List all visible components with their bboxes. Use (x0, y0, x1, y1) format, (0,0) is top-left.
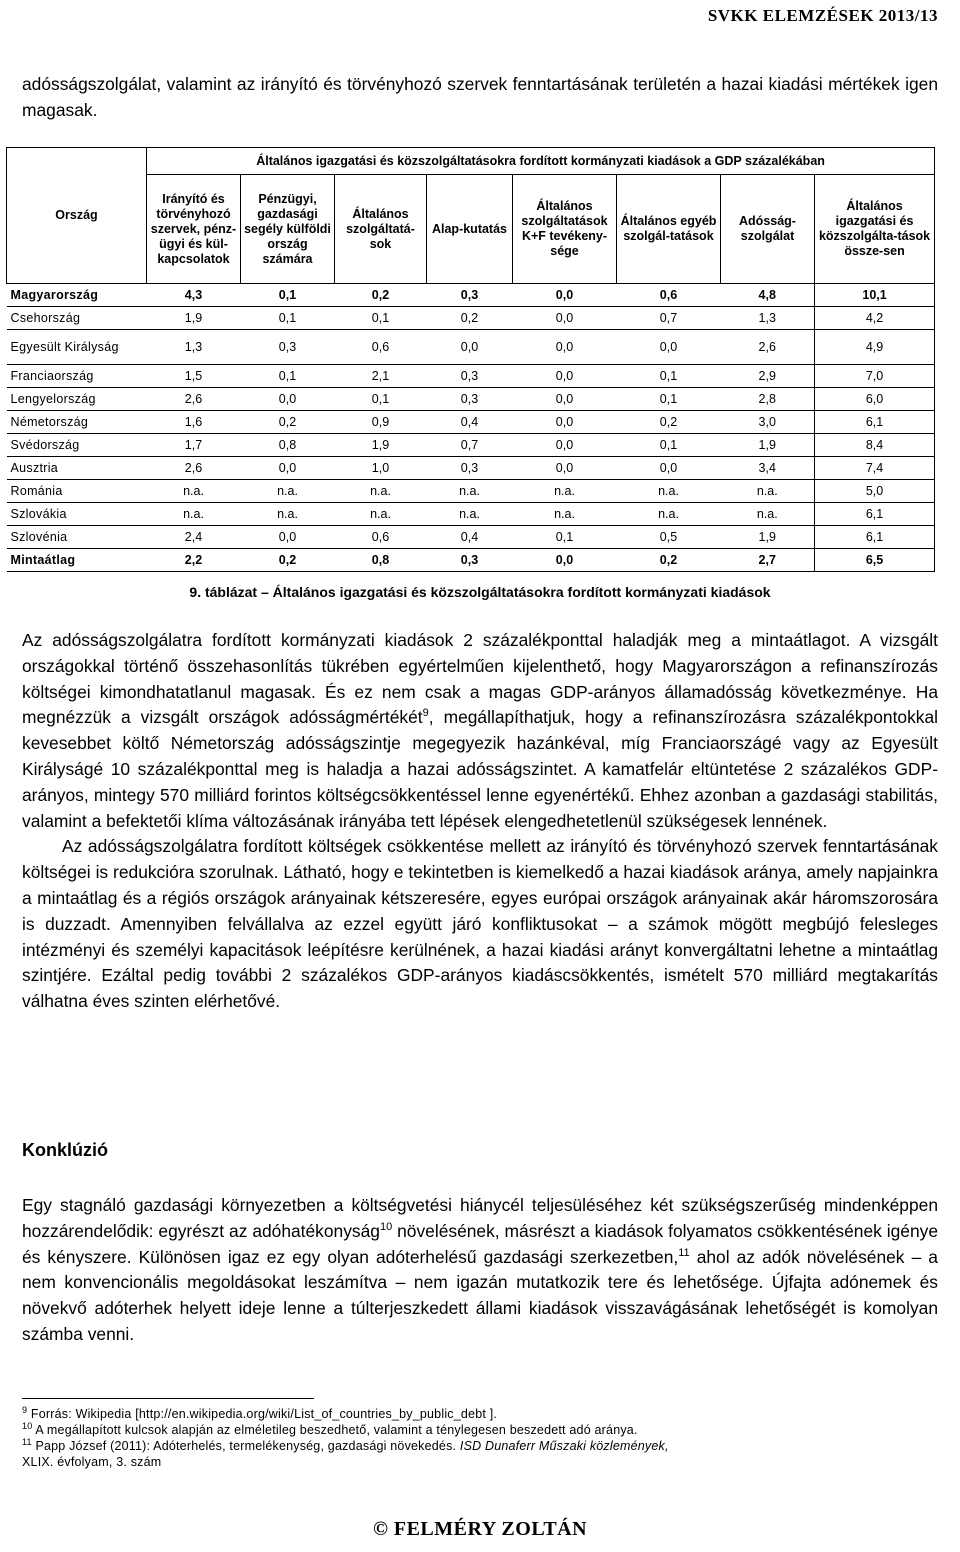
value-cell: 0,0 (513, 549, 617, 572)
value-cell: 6,1 (815, 503, 935, 526)
value-cell: 8,4 (815, 434, 935, 457)
value-cell: 0,7 (617, 307, 721, 330)
country-cell: Németország (7, 411, 147, 434)
body-text-1 (22, 628, 938, 1015)
conclusion-part-1: Egy stagnáló gazdasági környezetben a költségvetési hiánycél teljesüléséhez két szükségszerűség mindenképpen hozzárendelődik: egyrészt az adóhatékonyság (22, 1195, 938, 1241)
table-row (7, 330, 935, 365)
table-row (7, 388, 935, 411)
conclusion-paragraph (22, 1193, 938, 1348)
value-cell: 4,8 (721, 284, 815, 307)
table-body (7, 284, 935, 572)
value-cell: 0,0 (617, 457, 721, 480)
footnote-source-italic: ISD Dunaferr Műszaki közlemények, (459, 1439, 669, 1453)
country-cell: Csehország (7, 307, 147, 330)
value-cell: 0,4 (427, 526, 513, 549)
value-cell: 0,0 (241, 526, 335, 549)
value-cell: 6,1 (815, 411, 935, 434)
footnote-text-line2: XLIX. évfolyam, 3. szám (22, 1455, 162, 1469)
footnote-10 (22, 1422, 938, 1438)
table-row (7, 365, 935, 388)
table-row (7, 503, 935, 526)
footnote-number: 10 (22, 1421, 33, 1431)
value-cell: n.a. (427, 503, 513, 526)
value-cell: 0,0 (513, 388, 617, 411)
value-cell: 6,5 (815, 549, 935, 572)
value-cell: 2,8 (721, 388, 815, 411)
value-cell: 0,0 (513, 365, 617, 388)
value-cell: n.a. (427, 480, 513, 503)
country-cell: Szlovénia (7, 526, 147, 549)
footnote-text: Papp József (2011): Adóterhelés, termelékenység, gazdasági növekedés. (35, 1439, 457, 1453)
country-cell: Franciaország (7, 365, 147, 388)
page-footer: © FELMÉRY ZOLTÁN (372, 1518, 588, 1540)
body-paragraph-1-part-b: , megállapíthatjuk, hogy a refinanszírozásra százalékpontokkal kevesebbet költő Németország adósságszintje megegyezik hazánkéval, míg Franciaországé vagy az Egyesült Királyságé 10 százalékponttal meg is haladja a hazai adósságszintet. A kamatfelár eltüntetése 2 százalékos GDP-arányos, mintegy 570 milliárd forintos költségcsökkentéssel lenne egyenértékű. Ehhez azonban a gazdasági stabilitás, valamint a befektetői klíma változásának irányába tett lépések elengedhetetlenül szükségesek lennének. (22, 707, 938, 831)
value-cell: 2,6 (721, 330, 815, 365)
value-cell: 1,5 (147, 365, 241, 388)
column-header: Irányító és törvényhozó szervek, pénz-ügyi és kül-kapcsolatok (147, 175, 241, 284)
value-cell: 1,0 (335, 457, 427, 480)
value-cell: 7,0 (815, 365, 935, 388)
country-cell: Egyesült Királyság (7, 330, 147, 365)
value-cell: n.a. (721, 503, 815, 526)
value-cell: 0,2 (427, 307, 513, 330)
value-cell: 0,0 (617, 330, 721, 365)
country-cell: Magyarország (7, 284, 147, 307)
country-cell: Szlovákia (7, 503, 147, 526)
value-cell: 0,3 (427, 549, 513, 572)
value-cell: 0,0 (513, 411, 617, 434)
footnote-11 (22, 1438, 938, 1470)
value-cell: 10,1 (815, 284, 935, 307)
intro-paragraph (22, 72, 938, 124)
value-cell: 0,0 (427, 330, 513, 365)
footnote-9 (22, 1406, 938, 1422)
value-cell: 0,6 (335, 330, 427, 365)
value-cell: n.a. (147, 503, 241, 526)
table-row (7, 480, 935, 503)
value-cell: 2,6 (147, 457, 241, 480)
column-header: Általános szolgáltatások K+F tevékeny-sége (513, 175, 617, 284)
country-cell: Mintaátlag (7, 549, 147, 572)
value-cell: n.a. (617, 480, 721, 503)
value-cell: 1,9 (721, 526, 815, 549)
column-header: Általános igazgatási és közszolgálta-tások össze-sen (815, 175, 935, 284)
table-row (7, 526, 935, 549)
country-cell: Románia (7, 480, 147, 503)
value-cell: n.a. (241, 503, 335, 526)
value-cell: 0,1 (335, 388, 427, 411)
column-header: Általános egyéb szolgál-tatások (617, 175, 721, 284)
value-cell: 0,1 (617, 434, 721, 457)
value-cell: 5,0 (815, 480, 935, 503)
value-cell: 1,9 (147, 307, 241, 330)
value-cell: n.a. (335, 503, 427, 526)
country-cell: Ausztria (7, 457, 147, 480)
column-header: Adósság-szolgálat (721, 175, 815, 284)
value-cell: 0,1 (241, 307, 335, 330)
value-cell: 2,4 (147, 526, 241, 549)
value-cell: n.a. (241, 480, 335, 503)
value-cell: 0,1 (617, 365, 721, 388)
footnote-number: 11 (22, 1437, 32, 1447)
footnote-text: Forrás: Wikipedia [http://en.wikipedia.org/wiki/List_of_countries_by_public_debt ]. (30, 1407, 498, 1421)
value-cell: n.a. (513, 480, 617, 503)
value-cell: 2,6 (147, 388, 241, 411)
value-cell: 0,4 (427, 411, 513, 434)
conclusion-part-2: növelésének, másrészt a kiadások folyamatos csökkentésének igénye és kényszere. Különösen igaz ez egy olyan adóterhelésű gazdasági szerkezetben, (22, 1220, 938, 1267)
value-cell: 0,1 (617, 388, 721, 411)
value-cell: 0,3 (427, 388, 513, 411)
table-row (7, 307, 935, 330)
value-cell: 4,9 (815, 330, 935, 365)
column-header: Alap-kutatás (427, 175, 513, 284)
value-cell: 0,2 (241, 549, 335, 572)
value-cell: n.a. (335, 480, 427, 503)
value-cell: 0,0 (513, 457, 617, 480)
value-cell: 1,7 (147, 434, 241, 457)
conclusion-part-3: ahol az adók növelésének – a nem konvencionális megoldásokat leszámítva – nem igazán mutatkozik tere és lehetősége. Újfajta adónemek és növekvő adóterhek helyett ideje lenne a túlterjeszkedett állami kiadások visszavágásának lehetőségét is komolyan számba venni. (22, 1246, 938, 1344)
value-cell: 0,5 (617, 526, 721, 549)
value-cell: 0,0 (513, 284, 617, 307)
value-cell: 2,1 (335, 365, 427, 388)
country-cell: Svédország (7, 434, 147, 457)
value-cell: 0,1 (513, 526, 617, 549)
intro-text: adósságszolgálat, valamint az irányító és törvényhozó szervek fenntartásának területén a hazai kiadási mértékek igen magasak. (22, 74, 938, 120)
value-cell: 1,3 (147, 330, 241, 365)
value-cell: 3,0 (721, 411, 815, 434)
value-cell: 0,3 (427, 365, 513, 388)
footnote-text: A megállapított kulcsok alapján az elméletileg beszedhető, valamint a ténylegesen beszedett adó aránya. (35, 1423, 638, 1437)
value-cell: n.a. (617, 503, 721, 526)
value-cell: 2,7 (721, 549, 815, 572)
value-cell: 7,4 (815, 457, 935, 480)
body-paragraph-1-part-a: Az adósságszolgálatra fordított kormányzati kiadások 2 százalékponttal haladják meg a mintaátlagot. A vizsgált országokkal történő összehasonlítás tükrében egyértelműen kijelenthető, hogy Magyarországon a refinanszírozás költségei kimondhatatlanul magasak. És ez nem csak a magas GDP-arányos államadósság következménye. Ha megnézzük a vizsgált országok adósságmértékét (22, 630, 938, 728)
value-cell: 0,7 (427, 434, 513, 457)
value-cell: 0,0 (241, 457, 335, 480)
value-cell: 0,3 (427, 457, 513, 480)
value-cell: 2,9 (721, 365, 815, 388)
value-cell: n.a. (721, 480, 815, 503)
value-cell: 4,2 (815, 307, 935, 330)
value-cell: 0,8 (335, 549, 427, 572)
value-cell: 1,9 (721, 434, 815, 457)
value-cell: 0,2 (617, 549, 721, 572)
value-cell: 6,1 (815, 526, 935, 549)
running-header: SVKK ELEMZÉSEK 2013/13 (707, 6, 938, 25)
value-cell: 0,0 (513, 307, 617, 330)
value-cell: n.a. (513, 503, 617, 526)
column-header-row (7, 175, 935, 284)
footnotes (22, 1406, 938, 1470)
country-cell: Lengyelország (7, 388, 147, 411)
value-cell: 2,2 (147, 549, 241, 572)
body-paragraph-1 (22, 628, 938, 834)
footnote-divider (22, 1398, 314, 1399)
value-cell: 0,6 (335, 526, 427, 549)
value-cell: 0,1 (241, 284, 335, 307)
value-cell: 6,0 (815, 388, 935, 411)
expenditure-table (6, 147, 935, 572)
section-heading: Konklúzió (22, 1140, 108, 1160)
value-cell: 0,1 (241, 365, 335, 388)
value-cell: 0,0 (513, 434, 617, 457)
country-column-header: Ország (7, 148, 147, 284)
conclusion-text (22, 1193, 938, 1348)
value-cell: 3,4 (721, 457, 815, 480)
value-cell: 0,2 (617, 411, 721, 434)
value-cell: 1,3 (721, 307, 815, 330)
value-cell: 0,0 (241, 388, 335, 411)
table-row (7, 549, 935, 572)
table-row (7, 284, 935, 307)
value-cell: 0,9 (335, 411, 427, 434)
body-paragraph-2: Az adósságszolgálatra fordított költségek csökkentése mellett az irányító és törvényhozó szervek fenntartásának költségei is redukcióra szorulnak. Látható, hogy e tekintetben is kiemelkedő a hazai kiadások aránya, amely napjainkra a mintaátlag és a régiós országok arányainak kétszeresére, egyes európai országok arányainak akár háromszorosára is duzzadt. Amennyiben felvállalva az ezzel együtt járó konfliktusokat – a számok mögött megbújó felesleges intézményi és személyi kapacitások leépítésre kerülnének, a hazai kiadási arányt konvergáltatni lehetne a mintaátlag szintjére. Ezáltal pedig további 2 százalékos GDP-arányos kiadáscsökkentés, ismételt 570 milliárd megtakarítás válhatna éves szinten elérhetővé. (22, 836, 938, 1012)
table-caption: 9. táblázat – Általános igazgatási és közszolgáltatásokra fordított kormányzati kiadások (189, 584, 771, 600)
value-cell: 0,8 (241, 434, 335, 457)
value-cell: n.a. (147, 480, 241, 503)
value-cell: 1,6 (147, 411, 241, 434)
value-cell: 0,6 (617, 284, 721, 307)
footnote-number: 9 (22, 1405, 28, 1415)
value-cell: 0,1 (335, 307, 427, 330)
footnote-ref-9: 9 (422, 707, 429, 720)
table-row (7, 411, 935, 434)
group-header: Általános igazgatási és közszolgáltatásokra fordított kormányzati kiadások a GDP százalékában (147, 148, 935, 175)
value-cell: 0,2 (335, 284, 427, 307)
footnote-ref-11: 11 (678, 1246, 690, 1259)
value-cell: 0,0 (513, 330, 617, 365)
column-header: Általános szolgáltatá-sok (335, 175, 427, 284)
value-cell: 0,3 (427, 284, 513, 307)
table-row (7, 457, 935, 480)
footnote-ref-10: 10 (379, 1220, 393, 1233)
value-cell: 0,2 (241, 411, 335, 434)
table-row (7, 434, 935, 457)
value-cell: 1,9 (335, 434, 427, 457)
value-cell: 4,3 (147, 284, 241, 307)
value-cell: 0,3 (241, 330, 335, 365)
column-header: Pénzügyi, gazdasági segély külföldi ország számára (241, 175, 335, 284)
